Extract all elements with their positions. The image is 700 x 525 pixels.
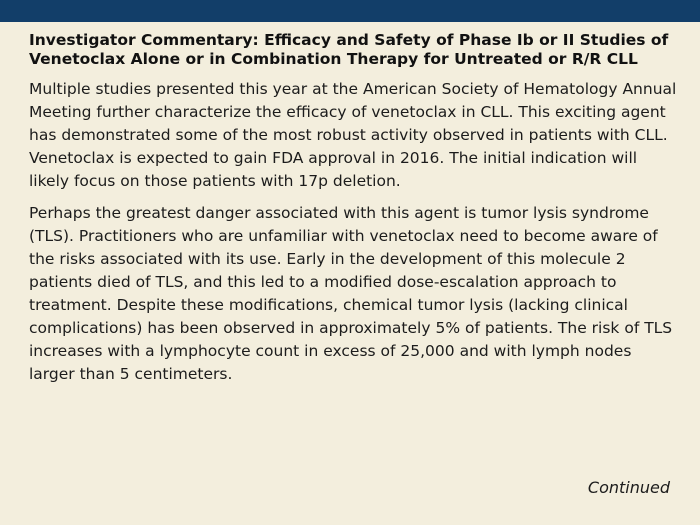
header-bar bbox=[0, 0, 700, 22]
slide-title: Investigator Commentary: Efficacy and Safety of Phase Ib or II Studies of Venetoclax Alone or in Combination Therapy for Untreated or R/R CLL bbox=[29, 31, 669, 68]
paragraph-tls-risk: Perhaps the greatest danger associated with this agent is tumor lysis syndrome (TLS). Practitioners who are unfamiliar with venetoclax need to become aware of the risks associated with its use. Early in the development of this molecule 2 patients died of TLS, and this led to a modified dose-escalation approach to treatment. Despite these modifications, chemical tumor lysis (lacking clinical complications) has been observed in approximately 5% of patients. The risk of TLS increases with a lymphocyte count in excess of 25,000 and with lymph nodes larger than 5 centimeters. bbox=[29, 204, 673, 383]
continued-label: Continued bbox=[587, 478, 670, 497]
paragraph-efficacy: Multiple studies presented this year at the American Society of Hematology Annual Meeting further characterize the efficacy of venetoclax in CLL. This exciting agent has demonstrated some of the most robust activity observed in patients with CLL. Venetoclax is expected to gain FDA approval in 2016. The initial indication will likely focus on those patients with 17p deletion. bbox=[29, 80, 677, 190]
slide-content bbox=[29, 31, 679, 395]
